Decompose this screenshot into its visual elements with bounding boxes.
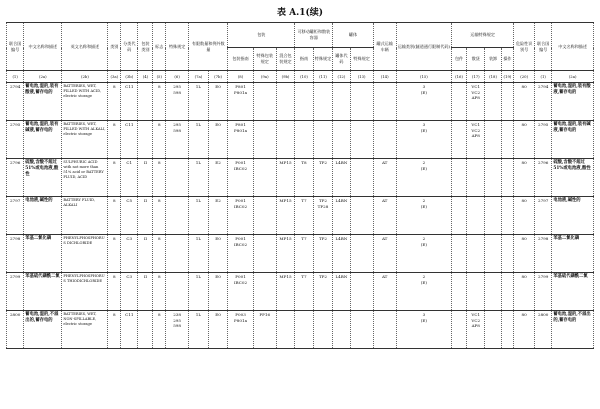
cell-special-packing	[253, 235, 276, 273]
colnum: (14)	[373, 71, 396, 83]
colnum: (19)	[501, 71, 514, 83]
cell-cn-name-right: 苯基二氯化磷	[552, 235, 594, 273]
cell-classification-code: C11	[121, 83, 138, 121]
cell-operation	[501, 197, 514, 235]
cell-packages	[452, 235, 467, 273]
cell-un-number-right: 2794	[535, 83, 552, 121]
cell-loading	[485, 235, 501, 273]
cell-un-number: 2799	[7, 273, 24, 311]
header-packaging: 包装	[228, 23, 295, 48]
cell-tank-code: L4BN	[333, 159, 350, 197]
cell-tank-code	[333, 121, 350, 159]
cell-bulk	[467, 273, 485, 311]
cell-special-provision: 295 598	[166, 121, 189, 159]
cell-packages	[452, 273, 467, 311]
cell-hazard-id: 80	[514, 235, 535, 273]
cell-label: 8	[153, 197, 166, 235]
cell-transport-category: 3 (E)	[396, 311, 451, 349]
header-tank-special-2: 特殊规定	[350, 48, 373, 71]
colnum: (2b)	[62, 71, 108, 83]
colnum: (20)	[514, 71, 535, 83]
cell-mixed-packing	[276, 121, 294, 159]
header-un-no: 联合国编号	[7, 23, 24, 71]
cell-packing-instruction: P801 P801a	[228, 83, 253, 121]
cell-hazard-id: 80	[514, 121, 535, 159]
cell-packages	[452, 159, 467, 197]
header-packages: 包件	[452, 48, 467, 71]
colnum: (10)	[295, 71, 313, 83]
cell-un-number: 2800	[7, 311, 24, 349]
cell-packages	[452, 83, 467, 121]
colnum: (1)	[535, 71, 552, 83]
colnum: (8)	[228, 71, 253, 83]
cell-special-provision	[166, 197, 189, 235]
cell-packing-group: II	[138, 197, 153, 235]
cell-transport-category: 2 (E)	[396, 235, 451, 273]
cell-special-provision	[166, 273, 189, 311]
cell-tank-special-2	[350, 197, 373, 235]
cell-packages	[452, 197, 467, 235]
cell-loading	[485, 311, 501, 349]
cell-loading	[485, 159, 501, 197]
colnum: (17)	[467, 71, 485, 83]
cell-special-provision	[166, 235, 189, 273]
header-limited-quantity: 有限数量和例外数量	[189, 23, 228, 71]
cell-label: 8	[153, 159, 166, 197]
cell-mixed-packing: MP15	[276, 273, 294, 311]
cell-transport-category: 2 (E)	[396, 273, 451, 311]
table-title: 表 A.1(续)	[276, 8, 324, 18]
cell-packing-instruction: P001 IBC02	[228, 235, 253, 273]
cell-mixed-packing: MP15	[276, 159, 294, 197]
table-row	[7, 121, 594, 159]
cell-transport-category: 3 (E)	[396, 121, 451, 159]
cell-bulk: VC1 VC2 AP8	[467, 83, 485, 121]
cell-un-number: 2797	[7, 197, 24, 235]
cell-bulk	[467, 235, 485, 273]
header-label: 标志	[153, 23, 166, 71]
cell-packing-instruction: P003 P801a	[228, 311, 253, 349]
cell-un-number-right: 2800	[535, 311, 552, 349]
cell-un-number-right: 2797	[535, 197, 552, 235]
header-cn-name-right: 中文名称和描述	[552, 23, 594, 71]
cell-limited-quantity: 1L	[189, 121, 209, 159]
cell-tank-code: L4BN	[333, 273, 350, 311]
cell-operation	[501, 235, 514, 273]
cell-un-number-right: 2795	[535, 121, 552, 159]
colnum: (11)	[313, 71, 333, 83]
colnum: (7b)	[208, 71, 228, 83]
cell-un-number-right: 2798	[535, 235, 552, 273]
cell-tank-code	[333, 311, 350, 349]
header-instruction: 指南	[295, 48, 313, 71]
cell-hazard-id: 80	[514, 159, 535, 197]
cell-en-name: SULPHURIC ACID with not more than 51% acid or BATTERY FLUID, ACID	[62, 159, 108, 197]
cell-special-provision: 295 598	[166, 83, 189, 121]
cell-cn-name-right: 电池液,碱性的	[552, 197, 594, 235]
header-special-provisions-transport: 运输特殊规定	[452, 23, 514, 48]
cell-limited-quantity: 1L	[189, 311, 209, 349]
cell-cn-name: 硫酸,含酸不超过51%或电池液,酸性	[24, 159, 62, 197]
cell-class: 8	[108, 121, 121, 159]
cell-packing-group: II	[138, 159, 153, 197]
cell-packing-instruction: P001 IBC02	[228, 273, 253, 311]
cell-label: 8	[153, 83, 166, 121]
cell-un-number-right: 2796	[535, 159, 552, 197]
cell-tank-special: TP2	[313, 273, 333, 311]
cell-operation	[501, 159, 514, 197]
cell-transport-category: 2 (E)	[396, 197, 451, 235]
table-row	[7, 235, 594, 273]
cell-excepted-quantity: E0	[208, 235, 228, 273]
colnum: (9b)	[276, 71, 294, 83]
cell-cn-name: 蓄电池,湿的,装有碱液,蓄存电的	[24, 121, 62, 159]
cell-cn-name: 苯基二氯化磷	[24, 235, 62, 273]
header-loading: 装卸	[485, 48, 501, 71]
cell-excepted-quantity: E2	[208, 197, 228, 235]
cell-excepted-quantity: E0	[208, 121, 228, 159]
header-tank-special: 特殊规定	[313, 48, 333, 71]
cell-tank-instruction: T7	[295, 235, 313, 273]
column-number-row	[7, 71, 594, 83]
cell-label: 8	[153, 311, 166, 349]
cell-operation	[501, 311, 514, 349]
cell-vehicle: AT	[373, 273, 396, 311]
cell-cn-name-right: 蓄电池,湿的,装有酸液,蓄存电的	[552, 83, 594, 121]
header-un-no-right: 联合国编号	[535, 23, 552, 71]
cell-classification-code: C1	[121, 159, 138, 197]
cell-operation	[501, 121, 514, 159]
header-class: 类别	[108, 23, 121, 71]
colnum: (12)	[333, 71, 350, 83]
cell-tank-code	[333, 83, 350, 121]
table-row	[7, 83, 594, 121]
cell-special-packing	[253, 273, 276, 311]
cell-vehicle	[373, 83, 396, 121]
colnum: (9a)	[253, 71, 276, 83]
cell-label: 8	[153, 121, 166, 159]
cell-tank-special-2	[350, 235, 373, 273]
cell-limited-quantity: 1L	[189, 235, 209, 273]
header-mixed-packing: 混合包装规定	[276, 48, 294, 71]
cell-class: 8	[108, 197, 121, 235]
cell-packages	[452, 121, 467, 159]
cell-excepted-quantity: E0	[208, 83, 228, 121]
table-row	[7, 311, 594, 349]
cell-en-name: BATTERIES, WET, FILLED WITH ALKALI, electric storage	[62, 121, 108, 159]
cell-packing-group: II	[138, 235, 153, 273]
table-row	[7, 159, 594, 197]
cell-packing-group	[138, 311, 153, 349]
header-hazard-id: 危险性识别号	[514, 23, 535, 71]
cell-cn-name-right: 硫酸,含酸不超过51%或电池液,酸性	[552, 159, 594, 197]
cell-special-packing	[253, 159, 276, 197]
cell-packing-group	[138, 121, 153, 159]
cell-tank-instruction: T7	[295, 197, 313, 235]
header-classification-code: 分类代码	[121, 23, 138, 71]
header-portable-tank: 可移动罐柜和散装容器	[295, 23, 333, 48]
cell-bulk: VC1 VC2 AP8	[467, 121, 485, 159]
header-bulk: 散货	[467, 48, 485, 71]
cell-transport-category: 3 (E)	[396, 83, 451, 121]
table-body	[7, 83, 594, 349]
cell-special-packing	[253, 83, 276, 121]
cell-class: 8	[108, 311, 121, 349]
cell-label: 8	[153, 273, 166, 311]
cell-tank-instruction	[295, 83, 313, 121]
cell-mixed-packing: MP15	[276, 235, 294, 273]
dangerous-goods-table	[6, 22, 594, 349]
colnum: (2a)	[24, 71, 62, 83]
cell-limited-quantity: 1L	[189, 197, 209, 235]
cell-un-number: 2796	[7, 159, 24, 197]
cell-en-name: BATTERY FLUID, ALKALI	[62, 197, 108, 235]
table-row	[7, 197, 594, 235]
cell-packing-instruction: P801 P801a	[228, 121, 253, 159]
cell-classification-code: C3	[121, 235, 138, 273]
cell-classification-code: C11	[121, 311, 138, 349]
header-special-packing: 特殊包装规定	[253, 48, 276, 71]
cell-tank-special	[313, 121, 333, 159]
cell-bulk	[467, 159, 485, 197]
cell-bulk	[467, 197, 485, 235]
header-operation: 操作	[501, 48, 514, 71]
cell-special-provision	[166, 159, 189, 197]
colnum: (6)	[166, 71, 189, 83]
cell-transport-category: 2 (E)	[396, 159, 451, 197]
cell-packing-instruction: P001 IBC02	[228, 197, 253, 235]
cell-cn-name: 电池液,碱性的	[24, 197, 62, 235]
cell-special-packing: PP16	[253, 311, 276, 349]
cell-mixed-packing: MP15	[276, 197, 294, 235]
cell-loading	[485, 121, 501, 159]
cell-packing-instruction: P001 IBC02	[228, 159, 253, 197]
header-packing-group: 包装类别	[138, 23, 153, 71]
cell-class: 8	[108, 273, 121, 311]
cell-cn-name-right: 蓄电池,湿的,不溢出的,蓄存电的	[552, 311, 594, 349]
colnum: (18)	[485, 71, 501, 83]
cell-excepted-quantity: E2	[208, 159, 228, 197]
cell-vehicle: AT	[373, 197, 396, 235]
cell-excepted-quantity: E0	[208, 311, 228, 349]
cell-tank-code: L4BN	[333, 197, 350, 235]
cell-tank-special-2	[350, 83, 373, 121]
cell-tank-instruction	[295, 121, 313, 159]
cell-tank-special	[313, 311, 333, 349]
colnum: (15)	[396, 71, 451, 83]
cell-packing-group: II	[138, 273, 153, 311]
cell-tank-special: TP2 TP28	[313, 197, 333, 235]
cell-loading	[485, 273, 501, 311]
cell-classification-code: C5	[121, 197, 138, 235]
header-special-provision: 特殊规定	[166, 23, 189, 71]
cell-bulk: VC1 VC2 AP8	[467, 311, 485, 349]
colnum: (5)	[153, 71, 166, 83]
cell-tank-special-2	[350, 311, 373, 349]
cell-class: 8	[108, 159, 121, 197]
header-cn-name: 中文名称和描述	[24, 23, 62, 71]
cell-tank-special: TP2	[313, 235, 333, 273]
cell-hazard-id: 80	[514, 83, 535, 121]
cell-tank-special-2	[350, 159, 373, 197]
cell-un-number: 2795	[7, 121, 24, 159]
table-row	[7, 273, 594, 311]
cell-mixed-packing	[276, 311, 294, 349]
cell-tank-special-2	[350, 273, 373, 311]
colnum: (3a)	[108, 71, 121, 83]
cell-hazard-id: 80	[514, 311, 535, 349]
cell-en-name: BATTERIES, WET, NON-SPILLABLE, electric storage	[62, 311, 108, 349]
cell-vehicle	[373, 121, 396, 159]
cell-limited-quantity: 1L	[189, 273, 209, 311]
cell-loading	[485, 197, 501, 235]
cell-packages	[452, 311, 467, 349]
cell-cn-name: 蓄电池,湿的,不溢出的,蓄存电的	[24, 311, 62, 349]
cell-en-name: PHENYLPHOSPHORUS THIODICHLORIDE	[62, 273, 108, 311]
header-vehicle: 罐式运输车辆	[373, 23, 396, 71]
cell-un-number: 2798	[7, 235, 24, 273]
cell-operation	[501, 83, 514, 121]
cell-tank-code: L4BN	[333, 235, 350, 273]
cell-special-packing	[253, 121, 276, 159]
cell-label: 8	[153, 235, 166, 273]
cell-en-name: PHENYLPHOSPHORUS DICHLORIDE	[62, 235, 108, 273]
colnum: (3b)	[121, 71, 138, 83]
cell-tank-special	[313, 83, 333, 121]
header-tank-code: 罐体代码	[333, 48, 350, 71]
cell-class: 8	[108, 83, 121, 121]
cell-class: 8	[108, 235, 121, 273]
colnum: (13)	[350, 71, 373, 83]
cell-tank-instruction: T8	[295, 159, 313, 197]
cell-special-provision: 238 295 598	[166, 311, 189, 349]
cell-hazard-id: 80	[514, 273, 535, 311]
cell-mixed-packing	[276, 83, 294, 121]
cell-tank-instruction: T7	[295, 273, 313, 311]
colnum: (16)	[452, 71, 467, 83]
colnum: (7a)	[189, 71, 209, 83]
cell-loading	[485, 83, 501, 121]
header-transport-category: 运输类别(隧道通行限制代码)	[396, 23, 451, 71]
cell-special-packing	[253, 197, 276, 235]
cell-vehicle	[373, 311, 396, 349]
cell-cn-name-right: 苯基硫代磷酰二氯	[552, 273, 594, 311]
cell-tank-instruction	[295, 311, 313, 349]
cell-vehicle: AT	[373, 159, 396, 197]
cell-limited-quantity: 1L	[189, 83, 209, 121]
header-en-name: 英文名称和描述	[62, 23, 108, 71]
cell-hazard-id: 80	[514, 197, 535, 235]
cell-tank-special-2	[350, 121, 373, 159]
header-tank: 罐体	[333, 23, 373, 48]
cell-tank-special: TP2	[313, 159, 333, 197]
cell-excepted-quantity: E0	[208, 273, 228, 311]
cell-operation	[501, 273, 514, 311]
header-packing-instruction: 包装指南	[228, 48, 253, 71]
cell-cn-name: 蓄电池,湿的,装有酸液,蓄存电的	[24, 83, 62, 121]
header-row-1	[7, 23, 594, 48]
cell-cn-name-right: 蓄电池,湿的,装有碱液,蓄存电的	[552, 121, 594, 159]
cell-cn-name: 苯基硫代磷酰二氯	[24, 273, 62, 311]
cell-vehicle: AT	[373, 235, 396, 273]
colnum: (1)	[7, 71, 24, 83]
cell-classification-code: C11	[121, 121, 138, 159]
cell-limited-quantity: 1L	[189, 159, 209, 197]
cell-un-number: 2794	[7, 83, 24, 121]
cell-un-number-right: 2799	[535, 273, 552, 311]
colnum: (4)	[138, 71, 153, 83]
cell-classification-code: C3	[121, 273, 138, 311]
colnum: (2a)	[552, 71, 594, 83]
cell-packing-group	[138, 83, 153, 121]
cell-en-name: BATTERIES, WET, FILLED WITH ACID, electric storage	[62, 83, 108, 121]
